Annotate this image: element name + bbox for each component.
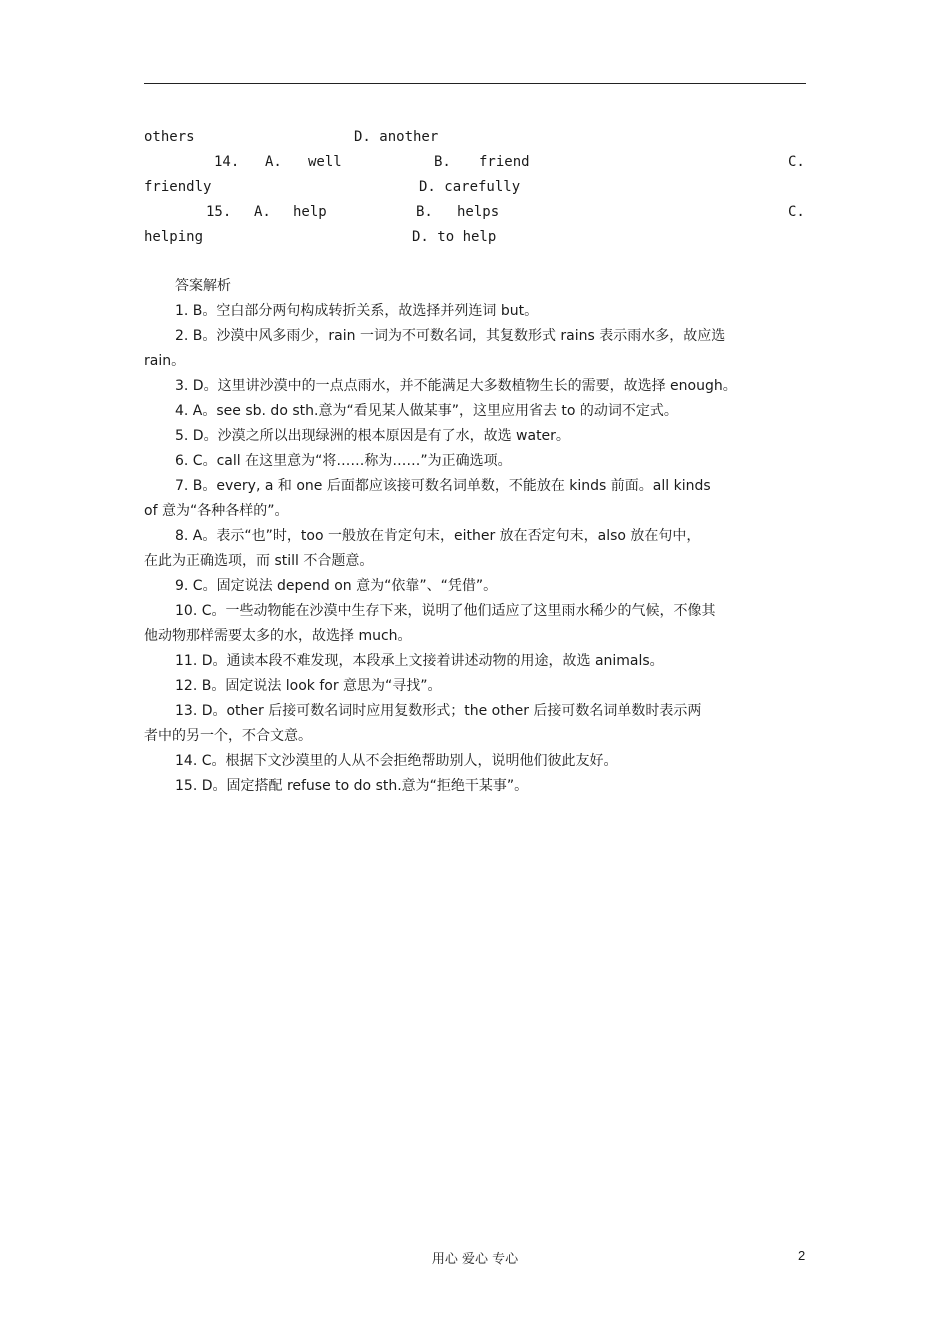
answer-line: 11. D。通读本段不难发现，本段承上文接着讲述动物的用途，故选 animals。 [175,653,664,669]
q14-option-b-letter: B. [434,154,451,170]
answer-line: 9. C。固定说法 depend on 意为“依靠”、“凭借”。 [175,578,498,594]
answer-line: 13. D。other 后接可数名词时应用复数形式；the other 后接可数名词单数时表示两 [175,703,702,719]
q15-option-c-letter: C. [788,204,805,220]
q15-option-d: D. to help [412,229,497,245]
answer-line: 6. C。call 在这里意为“将……称为……”为正确选项。 [175,453,512,469]
q15-number: 15. [206,204,232,220]
answer-line: 5. D。沙漠之所以出现绿洲的根本原因是有了水，故选 water。 [175,428,570,444]
answer-line: 14. C。根据下文沙漠里的人从不会拒绝帮助别人，说明他们彼此友好。 [175,753,618,769]
answer-line: 10. C。一些动物能在沙漠中生存下来，说明了他们适应了这里雨水稀少的气候，不像其 [175,603,716,619]
q15-option-a-letter: A. [254,204,271,220]
page-number: 2 [798,1248,806,1263]
q14-option-c-text: friendly [144,179,212,195]
answer-line: 12. B。固定说法 look for 意思为“寻找”。 [175,678,442,694]
answer-line: of 意为“各种各样的”。 [144,503,289,519]
q15-option-b-text: helps [457,204,500,220]
answer-line: 在此为正确选项，而 still 不合题意。 [144,553,374,569]
q14-option-a-letter: A. [265,154,282,170]
answer-line: 4. A。see sb. do sth.意为“看见某人做某事”，这里应用省去 to 的动词不定式。 [175,403,678,419]
answer-line: 15. D。固定搭配 refuse to do sth.意为“拒绝干某事”。 [175,778,529,794]
q15-option-c-text: helping [144,229,204,245]
header-rule [144,83,806,84]
answer-line: 他动物那样需要太多的水，故选择 much。 [144,628,412,644]
q15-option-a-text: help [293,204,327,220]
q14-option-d: D. carefully [419,179,521,195]
answer-line: 1. B。空白部分两句构成转折关系，故选择并列连词 but。 [175,303,539,319]
answer-line: 2. B。沙漠中风多雨少，rain 一词为不可数名词，其复数形式 rains 表示雨水多，故应选 [175,328,726,344]
answer-line: 者中的另一个，不合文意。 [144,728,312,744]
q14-option-a-text: well [308,154,342,170]
q15-option-b-letter: B. [416,204,433,220]
q13-option-c: others [144,129,195,145]
q14-number: 14. [214,154,240,170]
answer-line: 3. D。这里讲沙漠中的一点点雨水，并不能满足大多数植物生长的需要，故选择 enough。 [175,378,737,394]
answer-line: rain。 [144,353,186,369]
q14-option-c-letter: C. [788,154,805,170]
answers-heading: 答案解析 [175,278,231,294]
q13-option-d: D. another [354,129,439,145]
answer-line: 7. B。every, a 和 one 后面都应该接可数名词单数，不能放在 kinds 前面。all kinds [175,478,711,494]
answer-line: 8. A。表示“也”时，too 一般放在肯定句末，either 放在否定句末，also 放在句中， [175,528,701,544]
footer-motto: 用心 爱心 专心 [431,1252,519,1267]
q14-option-b-text: friend [479,154,530,170]
